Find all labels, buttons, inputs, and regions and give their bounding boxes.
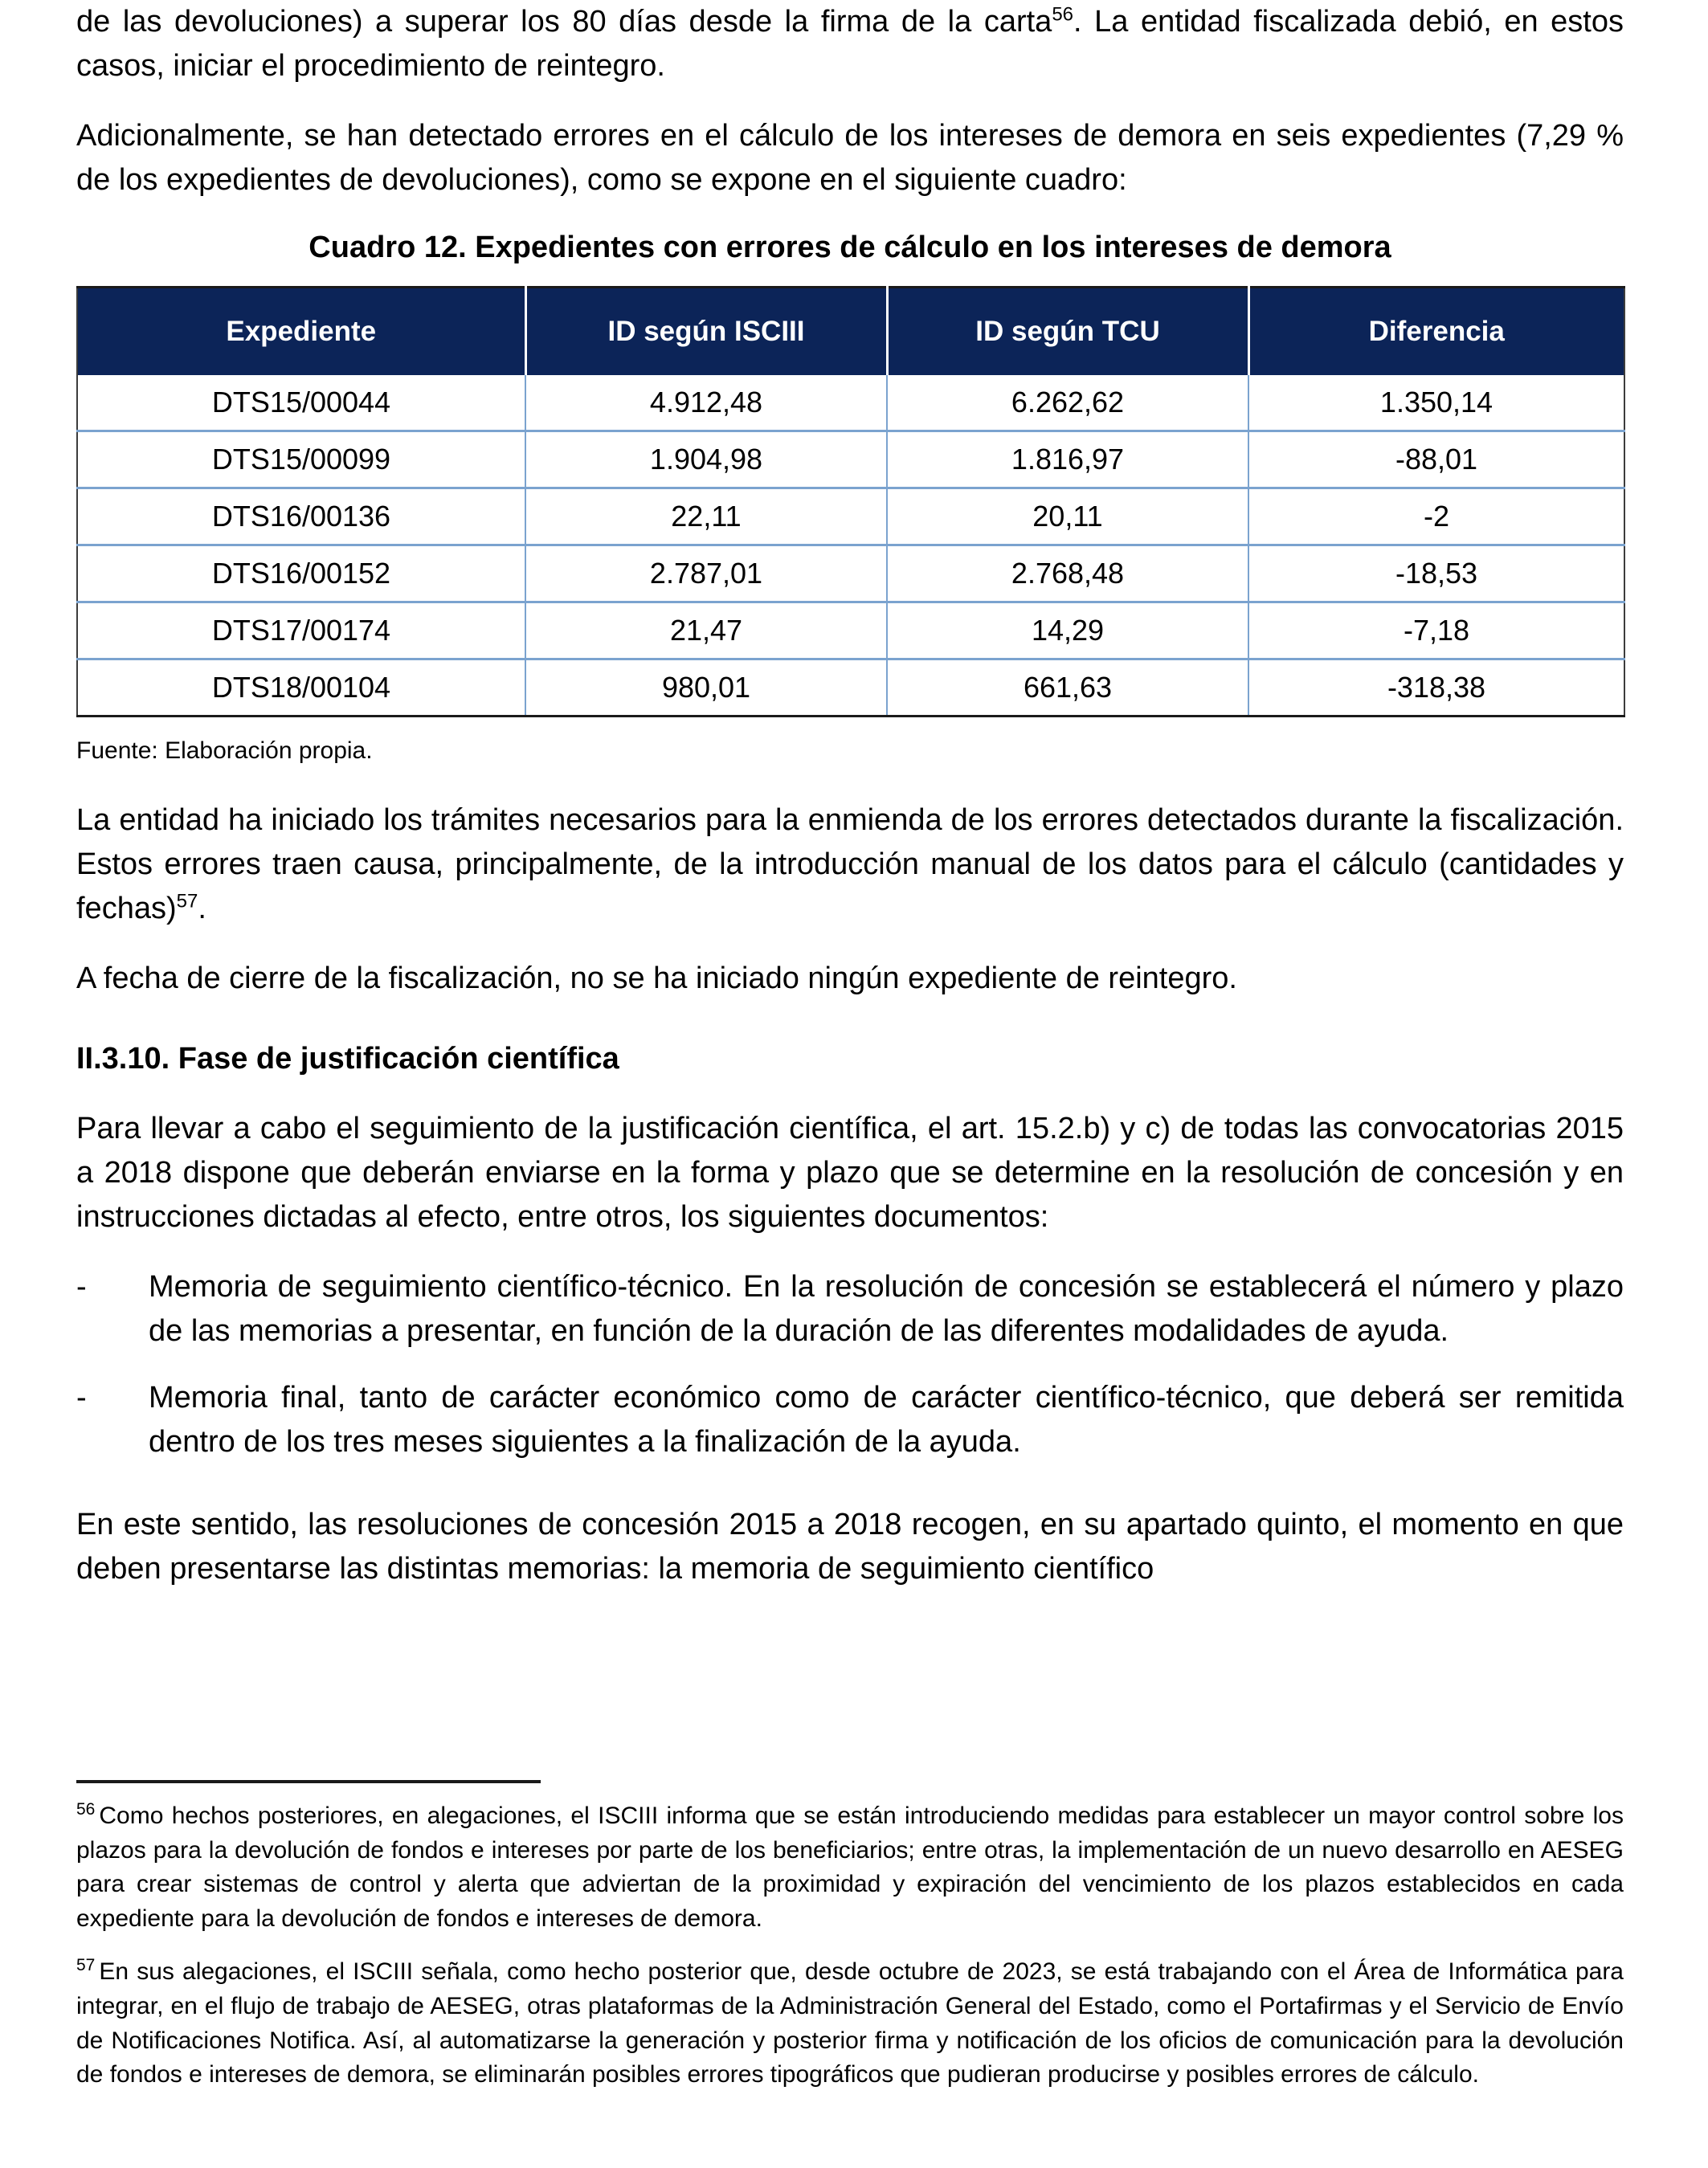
cell-expediente: DTS16/00136 (77, 488, 525, 545)
cell-id-tcu: 661,63 (887, 659, 1248, 716)
footnote-number-56: 56 (76, 1800, 96, 1819)
cell-expediente: DTS18/00104 (77, 659, 525, 716)
cell-expediente: DTS15/00099 (77, 431, 525, 488)
footnote-56 (76, 1799, 1624, 1936)
footnote-text-57: En sus alegaciones, el ISCIII señala, como hecho posterior que, desde octubre de 2023, se está trabajando con el Área de Informática para integrar, en el flujo de trabajo de AESEG, otras plataformas de la Administración General del Estado, como el Portafirmas y el Servicio de Envío de Notificaciones Notifica. Así, al automatizarse la generación y posterior firma y notificación de los oficios de comunicación para la devolución de fondos e intereses de demora, se eliminarán posibles errores tipográficos que pudieran producirse y posibles errores de cálculo. (76, 1958, 1624, 2088)
document-content (76, 0, 1624, 1617)
cell-diferencia: -7,18 (1248, 602, 1624, 659)
paragraph-intro-devoluciones (76, 0, 1624, 88)
cell-id-tcu: 1.816,97 (887, 431, 1248, 488)
paragraph-text-part-1: La entidad ha iniciado los trámites necesarios para la enmienda de los errores detectados durante la fiscalización. Estos errores traen causa, principalmente, de la introducción manual de los datos para el cálculo (cantidades y fechas) (76, 802, 1624, 925)
table-body (77, 375, 1624, 717)
section-heading-fase-justificacion: II.3.10. Fase de justificación científica (76, 1042, 619, 1076)
cell-id-isciii: 21,47 (525, 602, 887, 659)
cell-diferencia: -2 (1248, 488, 1624, 545)
footnote-text-56: Como hechos posteriores, en alegaciones, el ISCIII informa que se están introduciendo medidas para establecer un mayor control sobre los plazos para la devolución de fondos e intereses por parte de los beneficiarios; entre otras, la implementación de un nuevo desarrollo en AESEG para crear sistemas de control y alerta que adviertan de la proximidad y expiración del vencimiento de los plazos establecidos en cada expediente para la devolución de fondos e intereses de demora. (76, 1803, 1624, 1932)
list-item (76, 1265, 1624, 1353)
table-row (77, 431, 1624, 488)
footnote-57 (76, 1955, 1624, 2092)
cell-id-isciii: 4.912,48 (525, 375, 887, 431)
footnote-number-57: 57 (76, 1956, 96, 1975)
cell-id-tcu: 14,29 (887, 602, 1248, 659)
table-row (77, 545, 1624, 602)
paragraph-text-part-2: . (198, 891, 206, 925)
cell-id-isciii: 1.904,98 (525, 431, 887, 488)
paragraph-errores-calculo: Adicionalmente, se han detectado errores en el cálculo de los intereses de demora en seis expedientes (7,29 % de los expedientes de devoluciones), como se expone en el siguiente cuadro: (76, 119, 1624, 198)
column-header-diferencia: Diferencia (1248, 287, 1624, 375)
cell-id-isciii: 2.787,01 (525, 545, 887, 602)
cell-id-isciii: 22,11 (525, 488, 887, 545)
cell-expediente: DTS15/00044 (77, 375, 525, 431)
footnote-reference-56[interactable]: 56 (1052, 3, 1074, 26)
cell-id-tcu: 20,11 (887, 488, 1248, 545)
dash-bullet-icon: - (76, 1269, 87, 1304)
column-header-id-tcu: ID según TCU (887, 287, 1248, 375)
paragraph-resoluciones-concesion: En este sentido, las resoluciones de concesión 2015 a 2018 recogen, en su apartado quinto, el momento en que deben presentarse las distintas memorias: la memoria de seguimiento científico (76, 1508, 1624, 1586)
table-row (77, 659, 1624, 716)
list-item (76, 1376, 1624, 1464)
footnote-separator-rule (76, 1780, 541, 1783)
list-item-label: Memoria de seguimiento científico-técnico. En la resolución de concesión se establecerá el número y plazo de las memorias a presentar, en función de la duración de las diferentes modalidades de ayuda. (149, 1269, 1624, 1348)
table-header-row (77, 287, 1624, 375)
paragraph-text-part-2: . La entidad fiscalizada debió, en estos casos, iniciar el procedimiento de reintegro. (76, 5, 1624, 84)
column-header-expediente: Expediente (77, 287, 525, 375)
paragraph-seguimiento-justificacion: Para llevar a cabo el seguimiento de la justificación científica, el art. 15.2.b) y c) de todas las convocatorias 2015 a 2018 dispone que deberán enviarse en la forma y plazo que se determine en la resolución de concesión y en instrucciones dictadas al efecto, entre otros, los siguientes documentos: (76, 1111, 1624, 1234)
paragraph-fecha-cierre: A fecha de cierre de la fiscalización, no se ha iniciado ningún expediente de reintegro. (76, 962, 1237, 996)
cell-diferencia: -18,53 (1248, 545, 1624, 602)
table-row (77, 602, 1624, 659)
table-source-note: Fuente: Elaboración propia. (76, 737, 373, 764)
cell-expediente: DTS16/00152 (77, 545, 525, 602)
table-row (77, 375, 1624, 431)
table-caption: Cuadro 12. Expedientes con errores de cálculo en los intereses de demora (309, 231, 1391, 265)
cell-id-isciii: 980,01 (525, 659, 887, 716)
footnote-reference-57[interactable]: 57 (176, 890, 198, 913)
cell-expediente: DTS17/00174 (77, 602, 525, 659)
paragraph-text-part-1: de las devoluciones) a superar los 80 días desde la firma de la carta (76, 5, 1052, 39)
errors-table (76, 286, 1625, 717)
table-row (77, 488, 1624, 545)
cell-diferencia: 1.350,14 (1248, 375, 1624, 431)
column-header-id-isciii: ID según ISCIII (525, 287, 887, 375)
cell-diferencia: -88,01 (1248, 431, 1624, 488)
cell-diferencia: -318,38 (1248, 659, 1624, 716)
cell-id-tcu: 6.262,62 (887, 375, 1248, 431)
table-header (77, 287, 1624, 375)
footnote-area (76, 1780, 1624, 2092)
paragraph-tramites-enmienda (76, 798, 1624, 931)
list-item-label: Memoria final, tanto de carácter económico como de carácter científico-técnico, que deberá ser remitida dentro de los tres meses siguientes a la finalización de la ayuda. (149, 1381, 1624, 1460)
cell-id-tcu: 2.768,48 (887, 545, 1248, 602)
documents-list (76, 1265, 1624, 1464)
dash-bullet-icon: - (76, 1381, 87, 1415)
